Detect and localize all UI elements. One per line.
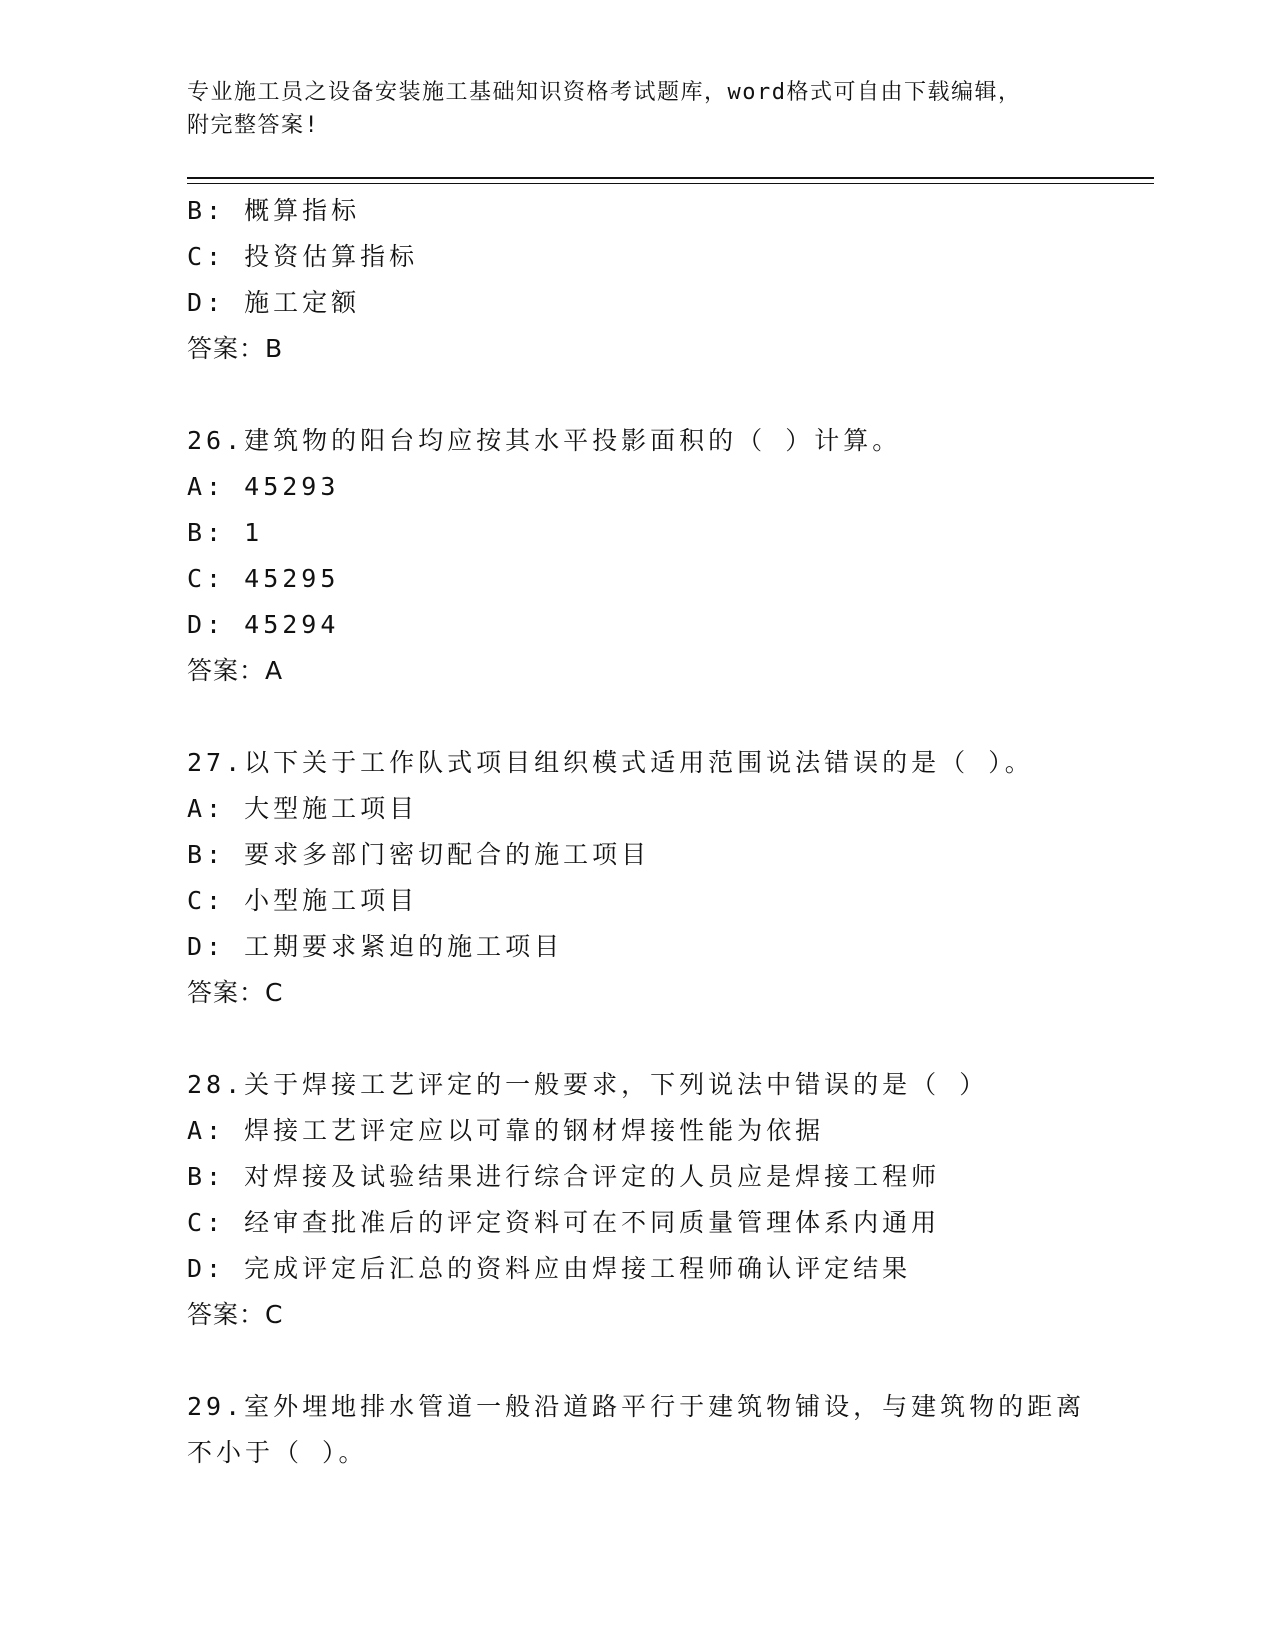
option-d: D: 工期要求紧迫的施工项目 — [187, 932, 564, 961]
option-b: B: 对焊接及试验结果进行综合评定的人员应是焊接工程师 — [187, 1162, 941, 1191]
option-a: A: 大型施工项目 — [187, 794, 419, 823]
question-26 — [187, 418, 1137, 694]
option-b: B: 1 — [187, 518, 264, 547]
option-c: C: 投资估算指标 — [187, 242, 419, 271]
option-c: C: 小型施工项目 — [187, 886, 419, 915]
header-divider-thick — [187, 177, 1154, 179]
header-line-2: 附完整答案! — [187, 113, 320, 138]
option-d: D: 完成评定后汇总的资料应由焊接工程师确认评定结果 — [187, 1254, 912, 1283]
spacer — [187, 372, 1137, 418]
option-c: C: 经审查批准后的评定资料可在不同质量管理体系内通用 — [187, 1208, 941, 1237]
header-divider-thin — [187, 183, 1154, 184]
option-b: B: 概算指标 — [187, 196, 361, 225]
answer-line: 答案：C — [187, 1300, 284, 1329]
document-header — [187, 76, 1067, 142]
option-c: C: 45295 — [187, 564, 340, 593]
question-stem: 26.建筑物的阳台均应按其水平投影面积的（ ）计算。 — [187, 426, 902, 455]
spacer — [187, 1016, 1137, 1062]
answer-line: 答案：A — [187, 656, 284, 685]
spacer — [187, 694, 1137, 740]
spacer — [187, 1338, 1137, 1384]
option-a: A: 45293 — [187, 472, 340, 501]
question-stem-line-2: 不小于（ ）。 — [187, 1438, 368, 1467]
option-d: D: 施工定额 — [187, 288, 361, 317]
question-29 — [187, 1384, 1137, 1476]
option-a: A: 焊接工艺评定应以可靠的钢材焊接性能为依据 — [187, 1116, 825, 1145]
option-b: B: 要求多部门密切配合的施工项目 — [187, 840, 651, 869]
question-stem: 28.关于焊接工艺评定的一般要求，下列说法中错误的是（ ） — [187, 1070, 989, 1099]
question-27 — [187, 740, 1137, 1016]
question-list — [187, 188, 1137, 1476]
question-stem: 27.以下关于工作队式项目组织模式适用范围说法错误的是（ ）。 — [187, 748, 1034, 777]
answer-line: 答案：C — [187, 978, 284, 1007]
question-stem-line-1: 29.室外埋地排水管道一般沿道路平行于建筑物铺设，与建筑物的距离 — [187, 1392, 1086, 1421]
option-d: D: 45294 — [187, 610, 340, 639]
answer-line: 答案：B — [187, 334, 284, 363]
question-28 — [187, 1062, 1137, 1338]
header-line-1: 专业施工员之设备安装施工基础知识资格考试题库，word格式可自由下载编辑， — [187, 80, 1022, 105]
question-25-tail — [187, 188, 1137, 372]
